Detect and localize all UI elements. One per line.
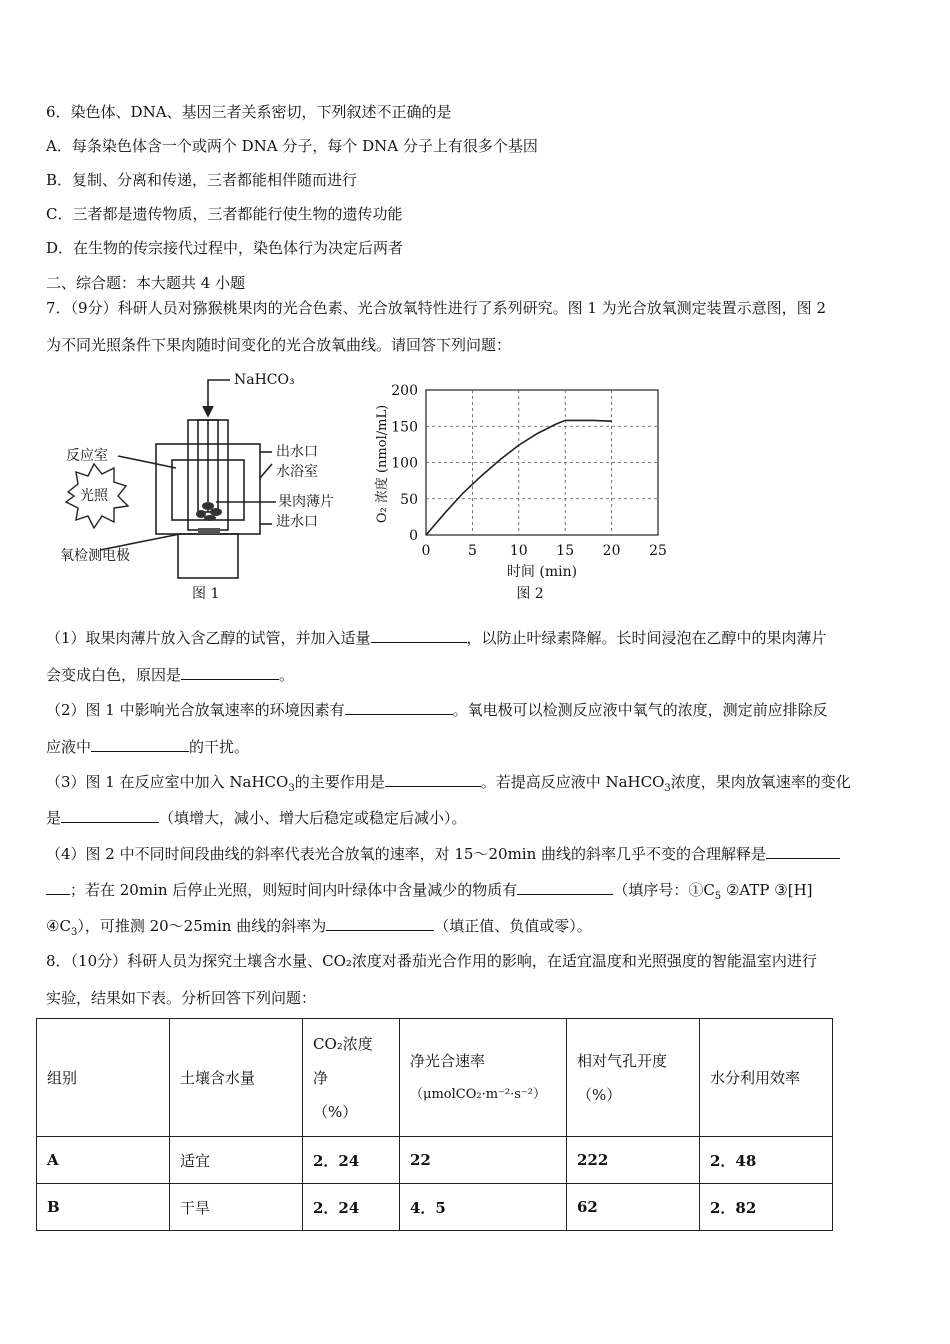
table-cell: 222	[567, 1137, 700, 1184]
table-row	[37, 1137, 833, 1184]
chart-gridlines	[426, 390, 658, 535]
header-soil-moisture: 土壤含水量	[170, 1019, 303, 1137]
chart-y-tick-label: 150	[391, 419, 418, 436]
q7-part4-line1	[46, 843, 840, 864]
q7-part4-text-b: ；若在 20min 后停止光照，则短时间内叶绿体中含量减少的物质有	[70, 881, 518, 899]
q7-part2-line1	[46, 699, 828, 720]
table-cell: 2．82	[700, 1184, 833, 1231]
q7-part3-text-e: 是	[46, 809, 62, 827]
q7-part4-text-g: （填正值、负值或零）。	[434, 917, 592, 935]
q8-data-table	[36, 1018, 833, 1231]
subscript: 3	[70, 927, 78, 938]
figure-2-chart	[372, 376, 672, 604]
q7-part3-text-c: 。若提高反应液中 NaHCO	[480, 773, 665, 791]
q7-part4-text-e: ④C	[46, 917, 71, 935]
chart-y-tick-label: 0	[409, 528, 418, 544]
chart-y-tick-label: 50	[400, 491, 418, 508]
q7-part2-text-b: 。氧电极可以检测反应液中氧气的浓度，测定前应排除反	[452, 701, 828, 719]
fig1-electrode-label: 氧检测电极	[60, 548, 130, 564]
q7-part1-line2	[46, 664, 294, 685]
fig1-pulp-slice-label: 果肉薄片	[278, 494, 334, 510]
chart-y-axis-label: O₂ 浓度 (nmol/mL)	[375, 404, 390, 524]
answer-blank[interactable]	[46, 879, 70, 895]
chart-x-tick-label: 20	[602, 543, 621, 559]
fig1-light-label: 光照	[80, 488, 108, 504]
table-cell: 4．5	[400, 1184, 567, 1231]
q8-stem-line2: 实验，结果如下表。分析回答下列问题：	[46, 989, 317, 1007]
answer-blank[interactable]	[517, 879, 613, 895]
chart-y-tick-label: 100	[391, 455, 418, 472]
table-cell: 干旱	[170, 1184, 303, 1231]
chart-x-axis-label: 时间 (min)	[506, 564, 578, 580]
fig1-inlet-label: 进水口	[276, 514, 318, 530]
header-net-rate-line1: 净光合速率	[410, 1051, 486, 1070]
header-co2-line2: 净	[313, 1068, 329, 1087]
q7-part3-text-b: 的主要作用是	[294, 773, 385, 791]
answer-blank[interactable]	[371, 627, 467, 643]
chart-x-tick-label: 15	[556, 543, 575, 559]
answer-blank[interactable]	[766, 843, 840, 859]
answer-blank[interactable]	[345, 699, 453, 715]
header-stomata	[567, 1019, 700, 1137]
q7-part3-text-f: （填增大，减小、增大后稳定或稳定后减小）。	[159, 809, 467, 827]
answer-blank[interactable]	[91, 736, 189, 752]
header-net-rate	[400, 1019, 567, 1137]
chart-y-tick-label: 200	[391, 383, 418, 399]
fig1-reaction-chamber-label: 反应室	[66, 448, 108, 464]
q7-part1-text-b: ，以防止叶绿素降解。长时间浸泡在乙醇中的果肉薄片	[466, 629, 827, 647]
header-co2	[303, 1019, 400, 1137]
chart-caption: 图 2	[516, 586, 544, 602]
q7-part4-text-c: （填序号：①C	[613, 881, 715, 899]
header-stomata-line1: 相对气孔开度	[577, 1051, 668, 1070]
table-header-row	[37, 1019, 833, 1137]
section-heading: 二、综合题：本大题共 4 小题	[46, 274, 246, 292]
table-cell: 2．24	[303, 1184, 400, 1231]
header-water-use: 水分利用效率	[700, 1019, 833, 1137]
q7-part4-text-d: ②ATP ③[H]	[725, 881, 813, 899]
q6-stem: 6．染色体、DNA、基因三者关系密切，下列叙述不正确的是	[46, 103, 452, 121]
q8-stem-line1: 8．（10分）科研人员为探究土壤含水量、CO₂浓度对番茄光合作用的影响，在适宜温度和光照强度的智能温室内进行	[46, 952, 817, 970]
q7-part3-line1	[46, 771, 851, 799]
q7-part4-text-f: ），可推测 20～25min 曲线的斜率为	[77, 917, 327, 935]
figure-1-apparatus	[40, 368, 360, 604]
header-stomata-line2: （%）	[577, 1085, 622, 1104]
q7-stem-line1: 7．（9分）科研人员对猕猴桃果肉的光合色素、光合放氧特性进行了系列研究。图 1 为光合放氧测定装置示意图，图 2	[46, 299, 826, 317]
fig1-water-bath-label: 水浴室	[276, 464, 318, 480]
q6-option-c: C．三者都是遗传物质，三者都能行使生物的遗传功能	[46, 205, 403, 223]
table-cell: 2．24	[303, 1137, 400, 1184]
chart-x-ticks	[422, 543, 667, 559]
header-co2-line1: CO₂浓度	[313, 1034, 373, 1053]
q7-part1-text-d: 。	[279, 666, 295, 684]
answer-blank[interactable]	[385, 771, 481, 787]
q7-part4-line3	[46, 915, 592, 943]
chart-y-ticks	[391, 383, 418, 544]
chart-x-tick-label: 25	[649, 543, 667, 559]
subscript: 5	[714, 891, 722, 902]
chart-x-tick-label: 0	[421, 543, 431, 559]
fig1-caption: 图 1	[192, 586, 220, 602]
q6-option-b: B．复制、分离和传递，三者都能相伴随而进行	[46, 171, 358, 189]
q7-part2-text-c: 应液中	[46, 738, 92, 756]
chart-x-tick-label: 5	[467, 543, 477, 559]
q7-part2-text-a: （2）图 1 中影响光合放氧速率的环境因素有	[46, 701, 345, 719]
q7-part4-line2	[46, 879, 813, 907]
q7-part2-text-d: 的干扰。	[189, 738, 250, 756]
q7-stem-line2: 为不同光照条件下果肉随时间变化的光合放氧曲线。请回答下列问题：	[46, 336, 512, 354]
answer-blank[interactable]	[61, 807, 159, 823]
q7-part2-line2	[46, 736, 249, 757]
q7-part3-text-a: （3）图 1 在反应室中加入 NaHCO	[46, 773, 289, 791]
q7-part3-line2	[46, 807, 467, 828]
table-row	[37, 1184, 833, 1231]
table-cell: B	[37, 1184, 170, 1231]
q7-part4-text-a: （4）图 2 中不同时间段曲线的斜率代表光合放氧的速率，对 15～20min 曲线的斜率几乎不变的合理解释是	[46, 845, 767, 863]
table-cell: 22	[400, 1137, 567, 1184]
q7-part3-text-d: 浓度，果肉放氧速率的变化	[670, 773, 851, 791]
fig1-nahco3-label: NaHCO₃	[234, 372, 295, 388]
q6-option-a: A．每条染色体含一个或两个 DNA 分子，每个 DNA 分子上有很多个基因	[46, 137, 538, 155]
answer-blank[interactable]	[181, 664, 279, 680]
table-cell: 2．48	[700, 1137, 833, 1184]
q6-option-d: D．在生物的传宗接代过程中，染色体行为决定后两者	[46, 239, 404, 257]
q7-part1-text-a: （1）取果肉薄片放入含乙醇的试管，并加入适量	[46, 629, 371, 647]
fig1-outlet-label: 出水口	[276, 444, 318, 460]
q7-part1-text-c: 会变成白色，原因是	[46, 666, 182, 684]
subscript: 3	[664, 783, 671, 794]
subscript: 3	[288, 783, 295, 794]
q7-part1-line1	[46, 627, 827, 648]
header-co2-line3: （%）	[313, 1102, 358, 1121]
table-cell: 适宜	[170, 1137, 303, 1184]
table-cell: A	[37, 1137, 170, 1184]
answer-blank[interactable]	[326, 915, 434, 931]
header-net-rate-line2: （μmolCO₂·m⁻²·s⁻²）	[410, 1086, 546, 1102]
chart-x-tick-label: 10	[509, 543, 528, 559]
header-group: 组别	[37, 1019, 170, 1137]
table-cell: 62	[567, 1184, 700, 1231]
